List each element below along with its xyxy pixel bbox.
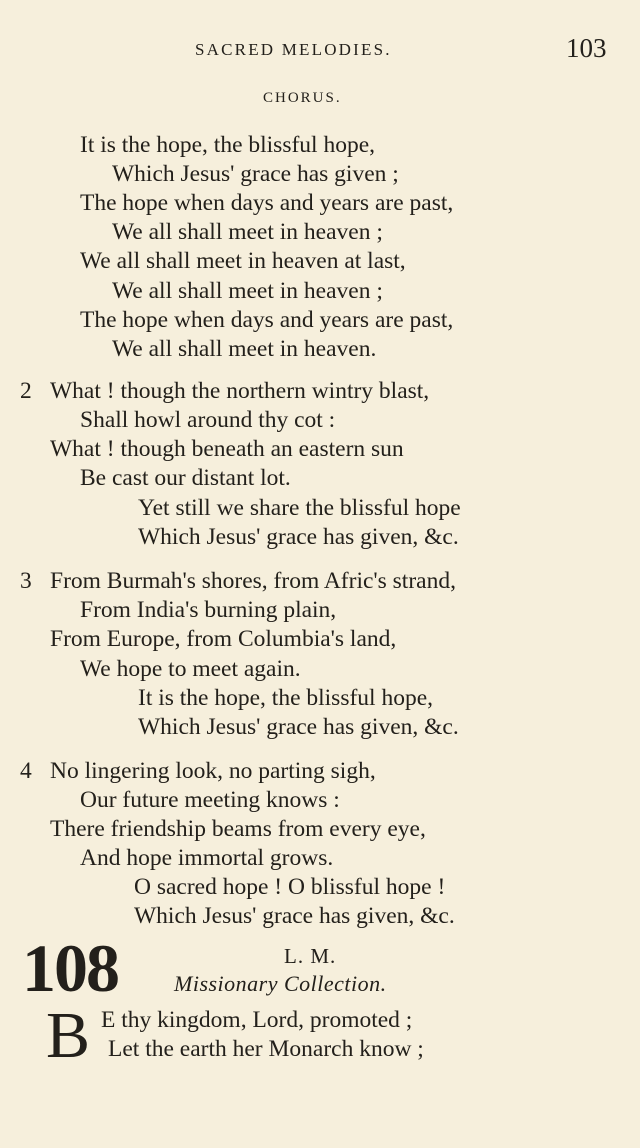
- stanza-line: Our future meeting knows :: [80, 787, 340, 813]
- stanza-number: 2: [20, 378, 32, 404]
- hymn-source: Missionary Collection.: [174, 971, 387, 996]
- stanza-line: Shall howl around thy cot :: [80, 407, 336, 433]
- stanza-line: From Europe, from Columbia's land,: [50, 626, 397, 652]
- stanza-number: 4: [20, 758, 32, 784]
- stanza-line: Which Jesus' grace has given, &c.: [134, 903, 455, 929]
- stanza-line: We hope to meet again.: [80, 656, 301, 682]
- chorus-line: The hope when days and years are past,: [80, 307, 454, 333]
- stanza-number: 3: [20, 568, 32, 594]
- stanza-line: What ! though the northern wintry blast,: [50, 378, 430, 404]
- chorus-line: We all shall meet in heaven at last,: [80, 248, 406, 274]
- stanza-line: And hope immortal grows.: [80, 845, 334, 871]
- stanza-line: O sacred hope ! O blissful hope !: [134, 874, 446, 900]
- hymn-meter: L. M.: [284, 944, 337, 968]
- chorus-line: It is the hope, the blissful hope,: [80, 132, 376, 158]
- chorus-line: We all shall meet in heaven.: [112, 336, 377, 362]
- hymn-line: E thy kingdom, Lord, promoted ;: [101, 1007, 413, 1033]
- chorus-line: We all shall meet in heaven ;: [112, 278, 383, 304]
- hymn-number: 108: [22, 930, 118, 1006]
- chorus-label: CHORUS.: [263, 90, 342, 106]
- drop-cap: B: [46, 999, 91, 1072]
- stanza-line: From India's burning plain,: [80, 597, 337, 623]
- stanza-line: It is the hope, the blissful hope,: [138, 685, 434, 711]
- stanza-line: No lingering look, no parting sigh,: [50, 758, 376, 784]
- stanza-line: Which Jesus' grace has given, &c.: [138, 714, 459, 740]
- hymn-line: Let the earth her Monarch know ;: [108, 1036, 424, 1062]
- chorus-line: The hope when days and years are past,: [80, 190, 454, 216]
- running-header: SACRED MELODIES.: [195, 40, 392, 59]
- stanza-line: Which Jesus' grace has given, &c.: [138, 524, 459, 550]
- stanza-line: From Burmah's shores, from Afric's strand,: [50, 568, 456, 594]
- stanza-line: There friendship beams from every eye,: [50, 816, 426, 842]
- stanza-line: What ! though beneath an eastern sun: [50, 436, 404, 462]
- page-number: 103: [566, 33, 607, 63]
- chorus-line: We all shall meet in heaven ;: [112, 219, 383, 245]
- chorus-line: Which Jesus' grace has given ;: [112, 161, 399, 187]
- stanza-line: Be cast our distant lot.: [80, 465, 291, 491]
- stanza-line: Yet still we share the blissful hope: [138, 495, 461, 521]
